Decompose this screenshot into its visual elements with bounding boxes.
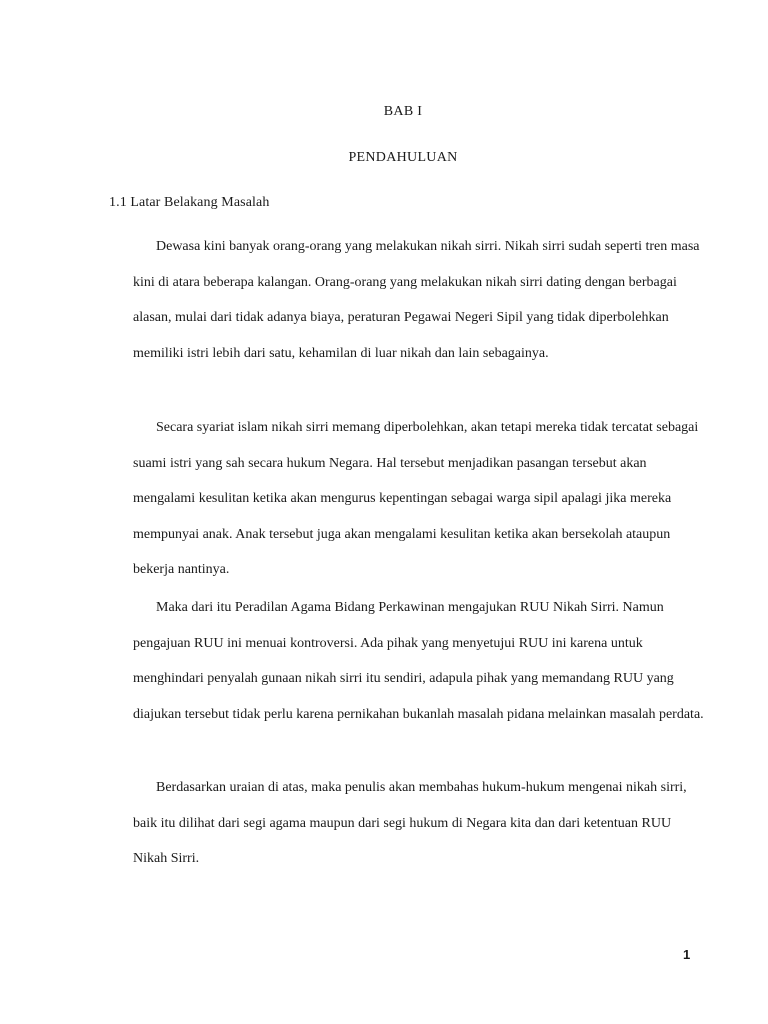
chapter-title: PENDAHULUAN — [348, 150, 458, 165]
chapter-label: BAB I — [383, 104, 423, 119]
body-paragraph: Berdasarkan uraian di atas, maka penulis akan membahas hukum-hukum mengenai nikah sirri, baik itu dilihat dari segi agama maupun dari segi hukum di Negara kita dan dari ketentuan RUU Nikah Sirri. — [133, 780, 687, 866]
page-number: 1 — [683, 947, 691, 962]
section-heading: 1.1 Latar Belakang Masalah — [109, 195, 270, 210]
body-paragraph: Dewasa kini banyak orang-orang yang melakukan nikah sirri. Nikah sirri sudah seperti tren masa kini di atara beberapa kalangan. Orang-orang yang melakukan nikah sirri dating dengan berbagai alasan, mulai dari tidak adanya biaya, peraturan Pegawai Negeri Sipil yang tidak diperbolehkan memiliki istri lebih dari satu, kehamilan di luar nikah dan lain sebagainya. — [133, 239, 700, 361]
body-paragraph: Secara syariat islam nikah sirri memang diperbolehkan, akan tetapi mereka tidak tercatat sebagai suami istri yang sah secara hukum Negara. Hal tersebut menjadikan pasangan tersebut akan mengalami kesulitan ketika akan mengurus kepentingan sebagai warga sipil apalagi jika mereka mempunyai anak. Anak tersebut juga akan mengalami kesulitan ketika akan bersekolah ataupun bekerja nantinya. — [133, 420, 699, 577]
body-paragraph: Maka dari itu Peradilan Agama Bidang Perkawinan mengajukan RUU Nikah Sirri. Namun pengajuan RUU ini menuai kontroversi. Ada pihak yang menyetujui RUU ini karena untuk menghindari penyalah gunaan nikah sirri itu sendiri, adapula pihak yang memandang RUU yang diajukan tersebut tidak perlu karena pernikahan bukanlah masalah pidana melainkan masalah perdata. — [133, 600, 704, 722]
